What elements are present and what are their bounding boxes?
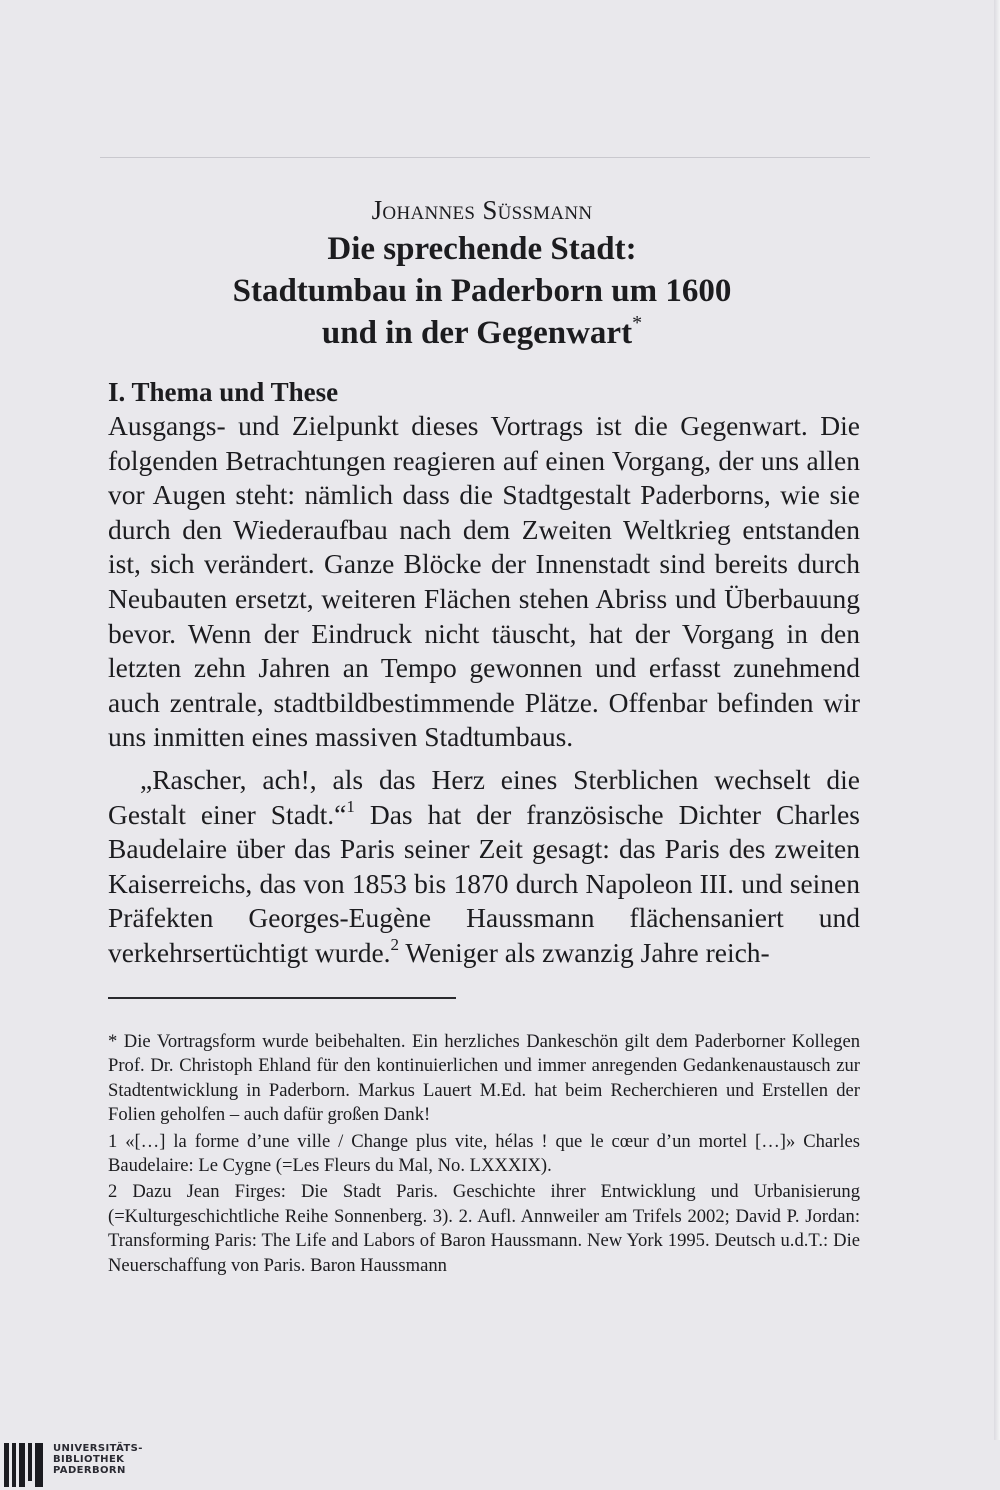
- footnote-2: 2 Dazu Jean Firges: Die Stadt Paris. Geschichte ihrer Entwicklung und Urbanisierung (=Kulturgeschichtliche Reihe Sonnenberg. 3). 2. Aufl. Annweiler am Trifels 2002; David P. Jordan: Transforming Paris: The Life and Labors of Baron Haussmann. New York 1995. Deutsch u.d.T.: Die Neuerschaffung von Paris. Baron Haussmann: [108, 1181, 860, 1276]
- library-logo: [0, 1441, 240, 1487]
- paragraph-2-part-b: Das hat der französische Dichter Charles Baudelaire über das Paris seiner Zeit gesagt: das Paris des zweiten Kaiserreichs, das von 1853 bis 1870 durch Napoleon III. und seinen Präfekten Georges-Eugène Haussmann flächensaniert und verkehrsertüchtigt wurde.: [108, 798, 861, 968]
- footnotes: [108, 1030, 860, 1280]
- footnote-ref-2: 2: [390, 934, 400, 954]
- library-logo-icon: [4, 1443, 43, 1487]
- header-rule: [100, 157, 870, 158]
- title-line-3-text: und in der Gegenwart: [321, 315, 633, 351]
- paragraph-2: [108, 763, 860, 971]
- title-line-3: [100, 312, 864, 354]
- footnote-ref-1: 1: [346, 796, 355, 816]
- section-heading: I. Thema und These: [108, 377, 339, 407]
- footnote-star: * Die Vortragsform wurde beibehalten. Ein herzliches Dankeschön gilt dem Paderborner Kollegen Prof. Dr. Christoph Ehland für den kontinuierlichen und immer anregenden Gedankenaustausch zur Stadtentwicklung in Paderborn. Markus Lauert M.Ed. hat beim Recherchieren und Erstellen der Folien geholfen – auch dafür großen Dank!: [108, 1031, 860, 1126]
- paragraph-2-part-a: „Rascher, ach!, als das Herz eines Sterblichen wechselt die Gestalt einer Stadt.“: [108, 763, 860, 830]
- logo-line-2: BIBLIOTHEK: [53, 1454, 125, 1465]
- paragraph-1: Ausgangs- und Zielpunkt dieses Vortrags ist die Gegenwart. Die folgenden Betrachtungen reagieren auf einen Vorgang, der uns allen vor Augen steht: nämlich dass die Stadtgestalt Paderborns, wie sie durch den Wiederaufbau nach dem Zweiten Weltkrieg entstanden ist, sich verändert. Ganze Blöcke der Innenstadt sind bereits durch Neubauten ersetzt, weiteren Flächen stehen Abriss und Überbauung bevor. Wenn der Eindruck nicht täuscht, hat der Vorgang in den letzten zehn Jahren an Tempo gewonnen und erfasst zunehmend auch zentrale, stadtbildbestimmende Plätze. Offenbar befinden wir uns inmitten eines massiven Stadtumbaus.: [108, 410, 860, 753]
- title-block: [100, 192, 864, 354]
- body-text: [108, 409, 860, 971]
- logo-line-3: PADERBORN: [53, 1465, 126, 1476]
- author-name: Johannes Süßmann: [371, 195, 593, 225]
- page-edge: [994, 0, 1000, 1440]
- title-footnote-mark: *: [632, 312, 643, 334]
- logo-line-1: UNIVERSITÄTS-: [53, 1443, 143, 1454]
- footnote-separator: [108, 997, 456, 999]
- title-line-1: Die sprechende Stadt:: [327, 231, 637, 267]
- library-logo-text: [53, 1443, 143, 1476]
- footnote-1: 1 «[…] la forme d’une ville / Change plus vite, hélas ! que le cœur d’un mortel […]» Charles Baudelaire: Le Cygne (=Les Fleurs du Mal, No. LXXXIX).: [108, 1130, 860, 1177]
- paragraph-2-part-c: Weniger als zwanzig Jahre reich-: [399, 936, 770, 968]
- title-line-2: Stadtumbau in Paderborn um 1600: [232, 273, 732, 309]
